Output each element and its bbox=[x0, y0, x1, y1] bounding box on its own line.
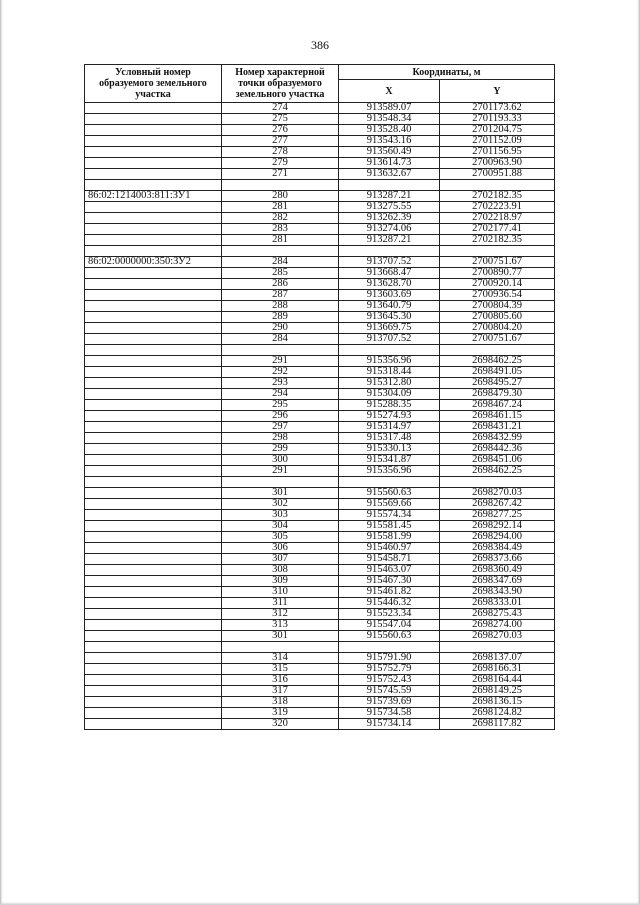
cell-y: 2701204.75 bbox=[440, 125, 555, 136]
cell-y bbox=[440, 246, 555, 257]
cell-y: 2698137.07 bbox=[440, 653, 555, 664]
cell-y: 2700936.54 bbox=[440, 290, 555, 301]
cell-y: 2698275.43 bbox=[440, 609, 555, 620]
cell-x: 915752.79 bbox=[339, 664, 440, 675]
cell-y bbox=[440, 642, 555, 653]
cell-parcel-number bbox=[85, 356, 222, 367]
table-row bbox=[85, 147, 555, 158]
table-row bbox=[85, 367, 555, 378]
cell-y: 2702182.35 bbox=[440, 191, 555, 202]
cell-y: 2698270.03 bbox=[440, 488, 555, 499]
cell-parcel-number bbox=[85, 686, 222, 697]
cell-parcel-number bbox=[85, 576, 222, 587]
cell-parcel-number bbox=[85, 400, 222, 411]
cell-x: 915574.34 bbox=[339, 510, 440, 521]
cell-parcel-number bbox=[85, 719, 222, 730]
cell-y: 2698432.99 bbox=[440, 433, 555, 444]
cell-point-number: 281 bbox=[222, 235, 339, 246]
cell-parcel-number bbox=[85, 147, 222, 158]
table-row bbox=[85, 477, 555, 488]
cell-parcel-number bbox=[85, 499, 222, 510]
cell-x: 915460.97 bbox=[339, 543, 440, 554]
cell-x bbox=[339, 642, 440, 653]
cell-point-number: 290 bbox=[222, 323, 339, 334]
table-row bbox=[85, 202, 555, 213]
cell-y: 2700751.67 bbox=[440, 334, 555, 345]
cell-y: 2698451.06 bbox=[440, 455, 555, 466]
cell-x: 915547.04 bbox=[339, 620, 440, 631]
cell-parcel-number bbox=[85, 411, 222, 422]
cell-y: 2700951.88 bbox=[440, 169, 555, 180]
cell-point-number: 275 bbox=[222, 114, 339, 125]
table-row bbox=[85, 433, 555, 444]
cell-point-number: 294 bbox=[222, 389, 339, 400]
cell-parcel-number bbox=[85, 378, 222, 389]
table-row bbox=[85, 180, 555, 191]
table-row bbox=[85, 697, 555, 708]
table-row bbox=[85, 576, 555, 587]
cell-y: 2698294.00 bbox=[440, 532, 555, 543]
cell-y: 2700805.60 bbox=[440, 312, 555, 323]
cell-point-number: 295 bbox=[222, 400, 339, 411]
table-row bbox=[85, 664, 555, 675]
cell-y: 2698277.25 bbox=[440, 510, 555, 521]
cell-parcel-number bbox=[85, 488, 222, 499]
cell-y: 2698292.14 bbox=[440, 521, 555, 532]
cell-y: 2700804.39 bbox=[440, 301, 555, 312]
cell-point-number: 310 bbox=[222, 587, 339, 598]
cell-parcel-number bbox=[85, 477, 222, 488]
table-row bbox=[85, 609, 555, 620]
table-row bbox=[85, 631, 555, 642]
cell-x: 915467.30 bbox=[339, 576, 440, 587]
cell-parcel-number bbox=[85, 675, 222, 686]
cell-x: 915752.43 bbox=[339, 675, 440, 686]
cell-y bbox=[440, 477, 555, 488]
cell-parcel-number bbox=[85, 136, 222, 147]
cell-parcel-number bbox=[85, 246, 222, 257]
cell-y: 2701152.09 bbox=[440, 136, 555, 147]
cell-x: 915560.63 bbox=[339, 488, 440, 499]
cell-parcel-number bbox=[85, 664, 222, 675]
cell-y: 2698274.00 bbox=[440, 620, 555, 631]
coordinates-table bbox=[84, 64, 555, 730]
cell-x: 915734.58 bbox=[339, 708, 440, 719]
cell-x: 913560.49 bbox=[339, 147, 440, 158]
cell-parcel-number bbox=[85, 202, 222, 213]
cell-y: 2698347.69 bbox=[440, 576, 555, 587]
cell-parcel-number bbox=[85, 598, 222, 609]
cell-x: 915314.97 bbox=[339, 422, 440, 433]
cell-parcel-number bbox=[85, 114, 222, 125]
cell-point-number: 271 bbox=[222, 169, 339, 180]
cell-x bbox=[339, 246, 440, 257]
cell-point-number: 313 bbox=[222, 620, 339, 631]
cell-parcel-number bbox=[85, 345, 222, 356]
cell-y: 2698267.42 bbox=[440, 499, 555, 510]
cell-y: 2698149.25 bbox=[440, 686, 555, 697]
table-row bbox=[85, 510, 555, 521]
cell-parcel-number bbox=[85, 444, 222, 455]
cell-point-number: 286 bbox=[222, 279, 339, 290]
cell-y: 2698343.90 bbox=[440, 587, 555, 598]
cell-y: 2701193.33 bbox=[440, 114, 555, 125]
cell-parcel-number bbox=[85, 697, 222, 708]
cell-parcel-number bbox=[85, 213, 222, 224]
cell-point-number: 276 bbox=[222, 125, 339, 136]
table-row bbox=[85, 532, 555, 543]
cell-point-number: 281 bbox=[222, 202, 339, 213]
table-row bbox=[85, 499, 555, 510]
table-row bbox=[85, 345, 555, 356]
cell-point-number: 320 bbox=[222, 719, 339, 730]
cell-x: 913603.69 bbox=[339, 290, 440, 301]
cell-y: 2701156.95 bbox=[440, 147, 555, 158]
table-row bbox=[85, 268, 555, 279]
cell-parcel-number bbox=[85, 422, 222, 433]
cell-x: 915356.96 bbox=[339, 356, 440, 367]
cell-y: 2698442.36 bbox=[440, 444, 555, 455]
cell-x bbox=[339, 345, 440, 356]
cell-y: 2700920.14 bbox=[440, 279, 555, 290]
cell-point-number: 301 bbox=[222, 631, 339, 642]
cell-point-number: 280 bbox=[222, 191, 339, 202]
cell-point-number: 319 bbox=[222, 708, 339, 719]
cell-x bbox=[339, 180, 440, 191]
cell-parcel-number bbox=[85, 708, 222, 719]
cell-y: 2700804.20 bbox=[440, 323, 555, 334]
cell-x: 915341.87 bbox=[339, 455, 440, 466]
cell-point-number: 279 bbox=[222, 158, 339, 169]
cell-parcel-number: 86:02:0000000:350:ЗУ2 bbox=[85, 257, 222, 268]
cell-y: 2698461.15 bbox=[440, 411, 555, 422]
cell-x: 913548.34 bbox=[339, 114, 440, 125]
cell-x: 915356.96 bbox=[339, 466, 440, 477]
cell-parcel-number bbox=[85, 323, 222, 334]
table-row bbox=[85, 719, 555, 730]
cell-point-number: 301 bbox=[222, 488, 339, 499]
cell-x: 915523.34 bbox=[339, 609, 440, 620]
cell-x: 913640.79 bbox=[339, 301, 440, 312]
cell-x: 913543.16 bbox=[339, 136, 440, 147]
cell-y: 2698431.21 bbox=[440, 422, 555, 433]
cell-parcel-number bbox=[85, 235, 222, 246]
cell-parcel-number bbox=[85, 466, 222, 477]
cell-x: 913275.55 bbox=[339, 202, 440, 213]
cell-point-number: 284 bbox=[222, 334, 339, 345]
cell-x: 915560.63 bbox=[339, 631, 440, 642]
table-row bbox=[85, 378, 555, 389]
table-row bbox=[85, 653, 555, 664]
cell-parcel-number bbox=[85, 609, 222, 620]
cell-point-number bbox=[222, 642, 339, 653]
cell-parcel-number bbox=[85, 125, 222, 136]
header-x: X bbox=[339, 80, 440, 103]
table-row bbox=[85, 169, 555, 180]
cell-y: 2698270.03 bbox=[440, 631, 555, 642]
cell-point-number: 292 bbox=[222, 367, 339, 378]
header-parcel: Условный номер образуемого земельного участка bbox=[85, 65, 222, 103]
cell-point-number bbox=[222, 477, 339, 488]
cell-x: 915581.99 bbox=[339, 532, 440, 543]
table-row bbox=[85, 642, 555, 653]
table-row bbox=[85, 400, 555, 411]
table-row bbox=[85, 125, 555, 136]
cell-x: 915581.45 bbox=[339, 521, 440, 532]
cell-x: 915745.59 bbox=[339, 686, 440, 697]
cell-y: 2698373.66 bbox=[440, 554, 555, 565]
cell-x: 915739.69 bbox=[339, 697, 440, 708]
cell-x: 913262.39 bbox=[339, 213, 440, 224]
table-row bbox=[85, 554, 555, 565]
cell-y bbox=[440, 180, 555, 191]
table-row bbox=[85, 521, 555, 532]
cell-x: 913589.07 bbox=[339, 103, 440, 114]
cell-point-number: 298 bbox=[222, 433, 339, 444]
cell-point-number: 311 bbox=[222, 598, 339, 609]
cell-parcel-number bbox=[85, 587, 222, 598]
table-row bbox=[85, 620, 555, 631]
cell-y: 2702223.91 bbox=[440, 202, 555, 213]
cell-point-number: 318 bbox=[222, 697, 339, 708]
cell-x: 915458.71 bbox=[339, 554, 440, 565]
cell-y: 2698467.24 bbox=[440, 400, 555, 411]
cell-x: 913669.75 bbox=[339, 323, 440, 334]
cell-parcel-number bbox=[85, 334, 222, 345]
table-row bbox=[85, 114, 555, 125]
table-row bbox=[85, 136, 555, 147]
table-row bbox=[85, 257, 555, 268]
table-row bbox=[85, 191, 555, 202]
cell-point-number: 317 bbox=[222, 686, 339, 697]
cell-point-number: 278 bbox=[222, 147, 339, 158]
cell-parcel-number bbox=[85, 554, 222, 565]
table-row bbox=[85, 158, 555, 169]
table-row bbox=[85, 598, 555, 609]
cell-point-number: 304 bbox=[222, 521, 339, 532]
cell-parcel-number bbox=[85, 510, 222, 521]
table-row bbox=[85, 422, 555, 433]
cell-x: 913707.52 bbox=[339, 334, 440, 345]
table-row bbox=[85, 103, 555, 114]
cell-parcel-number bbox=[85, 158, 222, 169]
cell-point-number: 300 bbox=[222, 455, 339, 466]
cell-y: 2698136.15 bbox=[440, 697, 555, 708]
cell-point-number: 316 bbox=[222, 675, 339, 686]
cell-x: 915463.07 bbox=[339, 565, 440, 576]
header-point: Номер характерной точки образуемого земельного участка bbox=[222, 65, 339, 103]
cell-parcel-number bbox=[85, 180, 222, 191]
table-row bbox=[85, 587, 555, 598]
cell-parcel-number bbox=[85, 653, 222, 664]
cell-point-number: 291 bbox=[222, 356, 339, 367]
table-row bbox=[85, 466, 555, 477]
table-row bbox=[85, 675, 555, 686]
cell-x: 913628.70 bbox=[339, 279, 440, 290]
cell-y: 2700751.67 bbox=[440, 257, 555, 268]
cell-x: 915288.35 bbox=[339, 400, 440, 411]
cell-parcel-number bbox=[85, 543, 222, 554]
cell-y: 2698117.82 bbox=[440, 719, 555, 730]
cell-parcel-number bbox=[85, 532, 222, 543]
cell-parcel-number bbox=[85, 312, 222, 323]
table-row bbox=[85, 686, 555, 697]
cell-point-number: 289 bbox=[222, 312, 339, 323]
cell-parcel-number bbox=[85, 631, 222, 642]
cell-x: 913274.06 bbox=[339, 224, 440, 235]
cell-y: 2698166.31 bbox=[440, 664, 555, 675]
page-number: 386 bbox=[311, 38, 329, 52]
cell-point-number: 282 bbox=[222, 213, 339, 224]
cell-point-number: 277 bbox=[222, 136, 339, 147]
cell-parcel-number: 86:02:1214003:811:ЗУ1 bbox=[85, 191, 222, 202]
cell-parcel-number bbox=[85, 620, 222, 631]
table-row bbox=[85, 565, 555, 576]
cell-parcel-number bbox=[85, 367, 222, 378]
cell-x: 913645.30 bbox=[339, 312, 440, 323]
cell-x: 915330.13 bbox=[339, 444, 440, 455]
cell-x: 913287.21 bbox=[339, 235, 440, 246]
cell-point-number: 306 bbox=[222, 543, 339, 554]
cell-y: 2698462.25 bbox=[440, 356, 555, 367]
cell-point-number bbox=[222, 345, 339, 356]
cell-parcel-number bbox=[85, 290, 222, 301]
cell-x: 915446.32 bbox=[339, 598, 440, 609]
table-row bbox=[85, 224, 555, 235]
cell-parcel-number bbox=[85, 169, 222, 180]
header-coords: Координаты, м bbox=[339, 65, 555, 80]
cell-parcel-number bbox=[85, 521, 222, 532]
cell-y: 2698479.30 bbox=[440, 389, 555, 400]
cell-y: 2698124.82 bbox=[440, 708, 555, 719]
cell-x: 913287.21 bbox=[339, 191, 440, 202]
cell-y: 2702218.97 bbox=[440, 213, 555, 224]
scan-edge-left bbox=[0, 0, 3, 905]
cell-point-number: 308 bbox=[222, 565, 339, 576]
cell-x: 915461.82 bbox=[339, 587, 440, 598]
cell-x: 915312.80 bbox=[339, 378, 440, 389]
cell-point-number: 307 bbox=[222, 554, 339, 565]
cell-point-number: 288 bbox=[222, 301, 339, 312]
cell-point-number: 299 bbox=[222, 444, 339, 455]
cell-parcel-number bbox=[85, 268, 222, 279]
cell-y: 2702177.41 bbox=[440, 224, 555, 235]
cell-parcel-number bbox=[85, 455, 222, 466]
cell-y: 2698333.01 bbox=[440, 598, 555, 609]
cell-y: 2700963.90 bbox=[440, 158, 555, 169]
table-row bbox=[85, 543, 555, 554]
cell-x: 913614.73 bbox=[339, 158, 440, 169]
cell-y: 2700890.77 bbox=[440, 268, 555, 279]
cell-parcel-number bbox=[85, 301, 222, 312]
cell-x: 913528.40 bbox=[339, 125, 440, 136]
cell-point-number: 303 bbox=[222, 510, 339, 521]
table-row bbox=[85, 213, 555, 224]
table-row bbox=[85, 235, 555, 246]
cell-y: 2698491.05 bbox=[440, 367, 555, 378]
cell-y: 2698164.44 bbox=[440, 675, 555, 686]
table-row bbox=[85, 279, 555, 290]
cell-parcel-number bbox=[85, 279, 222, 290]
header-y: Y bbox=[440, 80, 555, 103]
cell-point-number: 315 bbox=[222, 664, 339, 675]
cell-y bbox=[440, 345, 555, 356]
table-row bbox=[85, 444, 555, 455]
cell-y: 2702182.35 bbox=[440, 235, 555, 246]
cell-point-number: 305 bbox=[222, 532, 339, 543]
cell-point-number: 297 bbox=[222, 422, 339, 433]
cell-x: 915734.14 bbox=[339, 719, 440, 730]
cell-y: 2698495.27 bbox=[440, 378, 555, 389]
cell-parcel-number bbox=[85, 103, 222, 114]
cell-point-number: 287 bbox=[222, 290, 339, 301]
table-row bbox=[85, 301, 555, 312]
cell-point-number: 283 bbox=[222, 224, 339, 235]
table-row bbox=[85, 488, 555, 499]
cell-point-number: 293 bbox=[222, 378, 339, 389]
cell-point-number bbox=[222, 180, 339, 191]
cell-x: 915318.44 bbox=[339, 367, 440, 378]
cell-parcel-number bbox=[85, 642, 222, 653]
cell-point-number: 291 bbox=[222, 466, 339, 477]
table-row bbox=[85, 455, 555, 466]
cell-x: 915274.93 bbox=[339, 411, 440, 422]
cell-y: 2698462.25 bbox=[440, 466, 555, 477]
table-row bbox=[85, 290, 555, 301]
table-row bbox=[85, 356, 555, 367]
cell-x: 913707.52 bbox=[339, 257, 440, 268]
cell-point-number: 284 bbox=[222, 257, 339, 268]
table-row bbox=[85, 312, 555, 323]
cell-point-number: 312 bbox=[222, 609, 339, 620]
cell-point-number: 296 bbox=[222, 411, 339, 422]
cell-x: 915791.90 bbox=[339, 653, 440, 664]
cell-point-number: 314 bbox=[222, 653, 339, 664]
cell-parcel-number bbox=[85, 433, 222, 444]
cell-y: 2698360.49 bbox=[440, 565, 555, 576]
cell-point-number: 274 bbox=[222, 103, 339, 114]
table-row bbox=[85, 708, 555, 719]
cell-x bbox=[339, 477, 440, 488]
cell-parcel-number bbox=[85, 389, 222, 400]
cell-parcel-number bbox=[85, 565, 222, 576]
cell-point-number: 285 bbox=[222, 268, 339, 279]
cell-point-number: 309 bbox=[222, 576, 339, 587]
cell-point-number: 302 bbox=[222, 499, 339, 510]
cell-point-number bbox=[222, 246, 339, 257]
cell-parcel-number bbox=[85, 224, 222, 235]
table-row bbox=[85, 411, 555, 422]
table-row bbox=[85, 334, 555, 345]
cell-y: 2701173.62 bbox=[440, 103, 555, 114]
table-row bbox=[85, 246, 555, 257]
table-row bbox=[85, 323, 555, 334]
cell-x: 915304.09 bbox=[339, 389, 440, 400]
cell-x: 915317.48 bbox=[339, 433, 440, 444]
cell-x: 915569.66 bbox=[339, 499, 440, 510]
cell-y: 2698384.49 bbox=[440, 543, 555, 554]
cell-x: 913668.47 bbox=[339, 268, 440, 279]
table-row bbox=[85, 389, 555, 400]
table-body bbox=[85, 103, 555, 730]
cell-x: 913632.67 bbox=[339, 169, 440, 180]
